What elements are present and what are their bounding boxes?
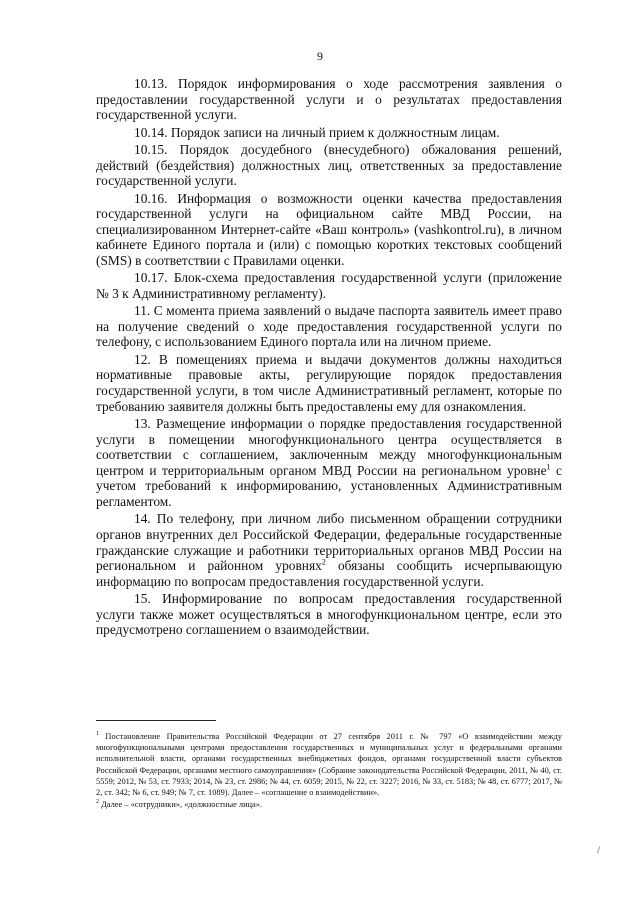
- paragraph-14-text: 14. По телефону, при личном либо письменном обращении сотрудники органов внутренних дел Российской Федерации, федеральные государственные гражданские служащие и работники территориальных органов МВД России на региональном и районном уровнях: [96, 511, 562, 574]
- paragraph-13: [96, 416, 562, 510]
- paragraph-10-16: 10.16. Информация о возможности оценки качества предоставления государственной услуги на официальном сайте МВД России, на специализированном Интернет-сайте «Ваш контроль» (vashkontrol.ru), в личном кабинете Единого портала и (или) с помощью коротких текстовых сообщений (SMS) в соответствии с Правилами оценки.: [96, 190, 562, 268]
- paragraph-13-text: 13. Размещение информации о порядке предоставления государственной услуги в помещении многофункционального центра осуществляется в соответствии с соглашением, заключенным между многофункциональным центром и территориальным органом МВД России на региональном уровне: [96, 416, 562, 478]
- footnote-ref-1: 1: [546, 462, 551, 472]
- footnote-1: [96, 731, 562, 798]
- footnote-mark-1: 1: [96, 731, 99, 738]
- footnote-2: [96, 799, 562, 810]
- paragraph-13-text-end: с учетом требований к информированию, установленных Административным регламентом.: [96, 462, 562, 510]
- paragraph-10-13: 10.13. Порядок информирования о ходе рассмотрения заявления о предоставлении государственной услуги и о результатах предоставления государственной услуги.: [96, 76, 562, 123]
- footnote-mark-2: 2: [96, 799, 99, 806]
- footnote-ref-2: 2: [321, 557, 326, 567]
- paragraph-10-17: 10.17. Блок-схема предоставления государственной услуги (приложение № 3 к Административному регламенту).: [96, 270, 562, 301]
- document-body: [96, 76, 562, 640]
- paragraph-14-text-end: обязаны сообщить исчерпывающую информацию по вопросам предоставления государственной услуги.: [96, 558, 562, 589]
- paragraph-12: 12. В помещениях приема и выдачи документов должны находиться нормативные правовые акты, регулирующие порядок предоставления государственной услуги, в том числе Административный регламент, которые по требованию заявителя должны быть предоставлены ему для ознакомления.: [96, 351, 562, 414]
- paragraph-11: 11. С момента приема заявлений о выдаче паспорта заявитель имеет право на получение сведений о ходе предоставления государственной услуги по телефону, с использованием Единого портала или на личном приеме.: [96, 303, 562, 350]
- footnote-1-text: Постановление Правительства Российской Федерации от 27 сентября 2011 г. № 797 «О взаимодействии между многофункциональными центрами предоставления государственных и муниципальных услуг и федеральными органами исполнительной власти, органами государственных внебюджетных фондов, органами государственной власти субъектов Российской Федерации, органами местного самоуправления» (Собрание законодательства Российской Федерации, 2011, № 40, ст. 5559; 2012, № 53, ст. 7933; 2014, № 23, ст. 2986; № 44, ст. 6059; 2015, № 22, ст. 3227; 2016, № 33, ст. 5183; № 48, ст. 6777; 2017, № 2, ст. 342; № 6, ст. 949; № 7, ст. 1089). Далее – «соглашение о взаимодействии».: [96, 732, 562, 798]
- footnote-2-text: Далее – «сотрудники», «должностные лица».: [99, 800, 263, 810]
- scan-mark: [597, 846, 604, 854]
- paragraph-10-15: 10.15. Порядок досудебного (внесудебного) обжалования решений, действий (бездействия) должностных лиц, ответственных за предоставление государственной услуги.: [96, 141, 562, 189]
- paragraph-14: [96, 511, 562, 589]
- footnotes: [96, 731, 562, 811]
- paragraph-15: 15. Информирование по вопросам предоставления государственной услуги также может осуществляться в многофункциональном центре, если это предусмотрено соглашением о взаимодействии.: [96, 591, 562, 638]
- footnote-divider: [96, 720, 216, 721]
- page-number: 9: [317, 49, 323, 63]
- paragraph-10-14: 10.14. Порядок записи на личный прием к должностным лицам.: [134, 124, 500, 140]
